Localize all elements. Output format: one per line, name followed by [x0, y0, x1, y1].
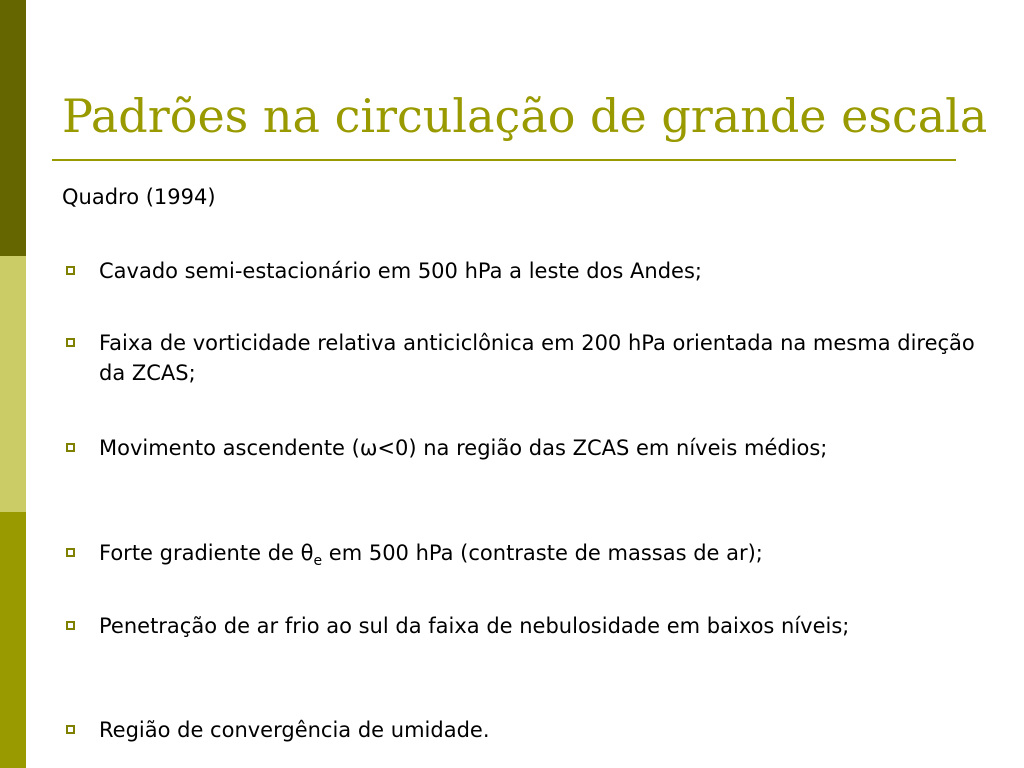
bullet-text: Região de convergência de umidade.: [99, 718, 490, 742]
square-bullet-icon: [66, 266, 75, 275]
side-bar-middle: [0, 256, 26, 512]
square-bullet-icon: [66, 725, 75, 734]
bullet-text: Faixa de vorticidade relativa anticiclônica em 200 hPa orientada na mesma direção da ZCAS;: [99, 331, 975, 385]
square-bullet-icon: [66, 443, 75, 452]
bullet-text: Penetração de ar frio ao sul da faixa de nebulosidade em baixos níveis;: [99, 614, 850, 638]
bullet-text: Cavado semi-estacionário em 500 hPa a leste dos Andes;: [99, 259, 702, 283]
title-divider: [52, 159, 956, 161]
side-bar-top: [0, 0, 26, 256]
theta-subscript: e: [313, 553, 323, 569]
side-bar-bottom: [0, 512, 26, 768]
slide-subtitle: Quadro (1994): [62, 185, 216, 209]
bullet-text-before: Forte gradiente de θ: [99, 541, 314, 565]
square-bullet-icon: [66, 338, 75, 347]
square-bullet-icon: [66, 548, 75, 557]
bullet-text-after: em 500 hPa (contraste de massas de ar);: [322, 541, 763, 565]
square-bullet-icon: [66, 621, 75, 630]
slide-title: Padrões na circulação de grande escala: [62, 89, 988, 143]
bullet-text: Movimento ascendente (ω<0) na região das ZCAS em níveis médios;: [99, 436, 828, 460]
bullet-text: [99, 538, 979, 568]
